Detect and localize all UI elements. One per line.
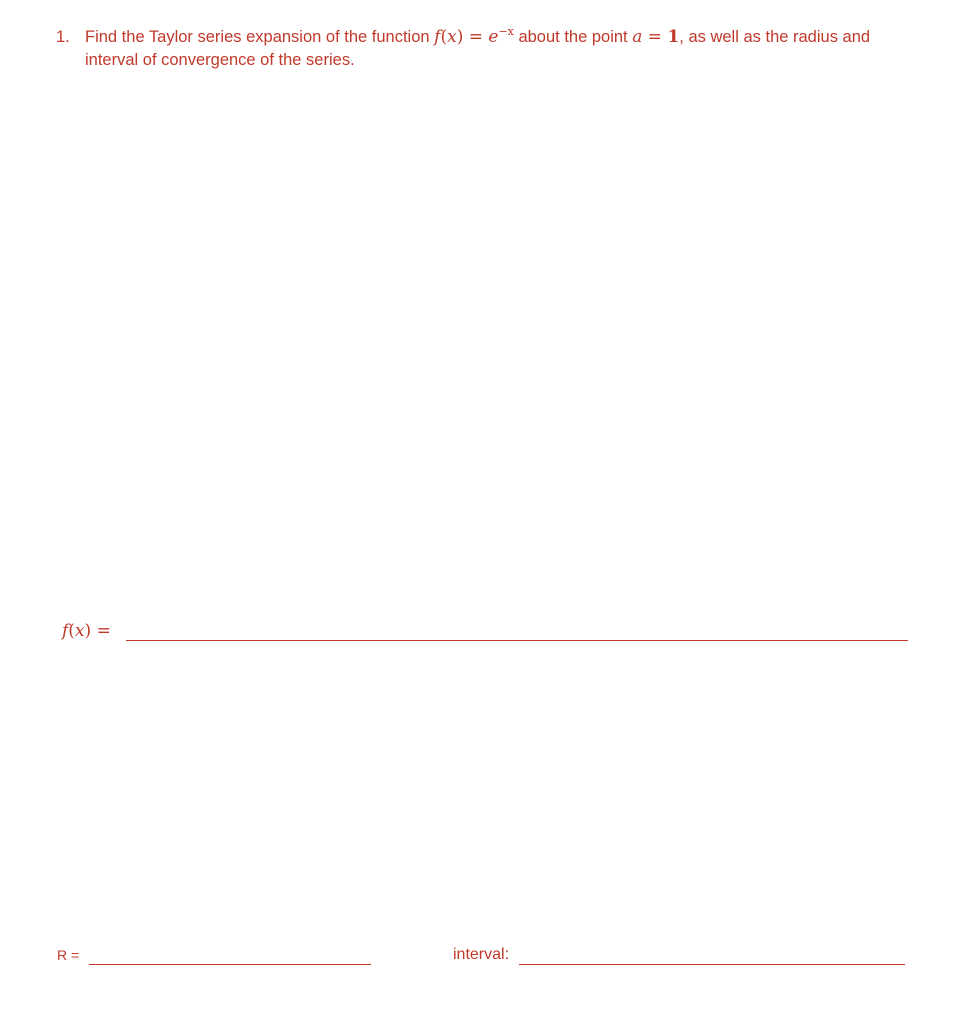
fx-label-func: f bbox=[62, 621, 69, 641]
problem-number: 1. bbox=[56, 28, 70, 46]
radius-label: R = bbox=[57, 947, 80, 963]
function-expression: $f(x) = e^{-x}$ bbox=[434, 25, 514, 47]
function-variable: x bbox=[447, 27, 457, 47]
radius-answer-row bbox=[57, 946, 371, 968]
fx-answer-row bbox=[62, 621, 908, 645]
fx-label-eq: = bbox=[91, 621, 111, 641]
interval-answer-row bbox=[453, 946, 905, 968]
equals-sign: = bbox=[463, 27, 489, 47]
point-expression: a = 1 bbox=[632, 27, 680, 47]
problem-text-after: , as well as the radius and interval of convergence of the series. bbox=[85, 28, 871, 69]
exp-base: e bbox=[488, 27, 499, 47]
fx-answer-label: f(x) = bbox=[62, 621, 111, 641]
problem-statement bbox=[85, 26, 916, 72]
fx-answer-line[interactable] bbox=[126, 640, 908, 641]
problem-text-before: Find the Taylor series expansion of the function bbox=[85, 28, 435, 46]
point-value: 1 bbox=[667, 27, 680, 47]
problem-text-middle: about the point bbox=[513, 28, 633, 46]
interval-label: interval: bbox=[453, 946, 510, 963]
point-variable: a bbox=[632, 27, 643, 47]
radius-answer-line[interactable] bbox=[89, 964, 371, 965]
problem-1 bbox=[56, 26, 916, 72]
fx-label-var: x bbox=[74, 621, 85, 641]
interval-answer-line[interactable] bbox=[519, 964, 905, 965]
function-name: f bbox=[434, 27, 441, 47]
exp-exponent: −x bbox=[498, 25, 514, 38]
